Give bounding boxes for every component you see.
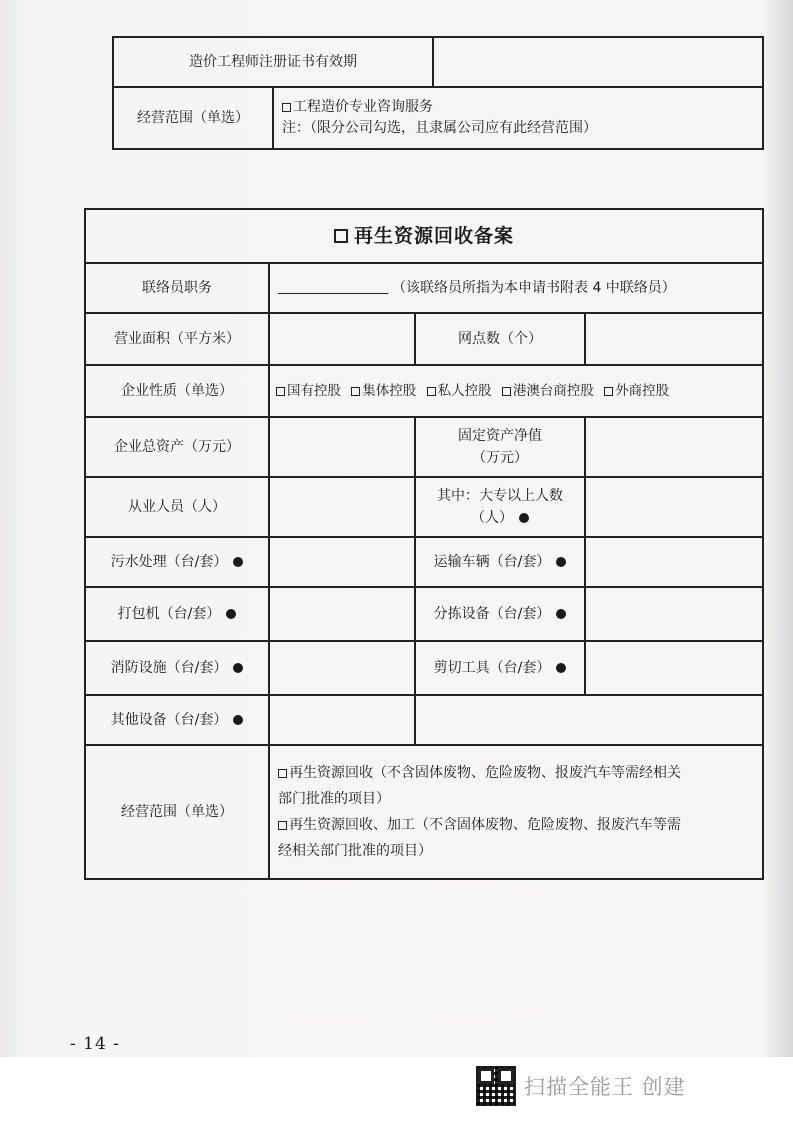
scope-option-1-line2: 部门批准的项目） [278,791,390,807]
required-dot-icon [556,557,566,567]
equipment-value[interactable] [269,641,415,695]
fixed-assets-value[interactable] [585,417,763,477]
scope-cell [273,87,763,149]
staff-label: 从业人员（人） [85,477,269,537]
required-dot-icon [233,663,243,673]
college-staff-label [415,477,585,537]
scope-note: 注：（限分公司勾选，且隶属公司应有此经营范围） [282,120,597,136]
equipment-label: 分拣设备（台/套） [415,587,585,641]
liaison-label: 联络员职务 [85,263,269,313]
checkbox-icon[interactable] [427,387,436,396]
checkbox-icon[interactable] [502,387,511,396]
college-staff-label-line2: （人） [424,507,576,529]
required-dot-icon [519,513,529,523]
other-equipment-value[interactable] [269,695,415,745]
cert-validity-value[interactable] [433,37,763,87]
equipment-value[interactable] [269,587,415,641]
nature-option: 集体控股 [362,383,417,399]
equipment-label: 污水处理（台/套） [85,537,269,587]
page-number: - 14 - [70,1034,120,1054]
outlets-label: 网点数（个） [415,313,585,365]
nature-options [269,365,763,417]
nature-option: 外商控股 [615,383,670,399]
cert-validity-label: 造价工程师注册证书有效期 [113,37,433,87]
area-label: 营业面积（平方米） [85,313,269,365]
other-equipment-extra[interactable] [415,695,763,745]
equipment-label: 剪切工具（台/套） [415,641,585,695]
nature-option: 国有控股 [287,383,341,399]
required-dot-icon [233,715,243,725]
scope-option-1-line1: 再生资源回收（不含固体废物、危险废物、报废汽车等需经相关 [289,765,681,781]
required-dot-icon [226,609,236,619]
recycle-table [84,208,764,880]
section-header [85,209,763,263]
liaison-cell [269,263,763,313]
liaison-input[interactable] [278,279,388,294]
fixed-assets-label-line2: （万元） [472,450,528,466]
college-staff-label-line1: 其中：大专以上人数 [437,488,563,504]
equipment-value[interactable] [585,587,763,641]
scanner-watermark [476,1066,686,1106]
watermark-text: 扫描全能王 创建 [524,1075,686,1099]
recycle-scope-options [269,745,763,879]
checkbox-icon[interactable] [604,387,613,396]
assets-value[interactable] [269,417,415,477]
outlets-value[interactable] [585,313,763,365]
checkbox-icon[interactable] [351,387,360,396]
assets-label: 企业总资产（万元） [85,417,269,477]
other-equipment-label: 其他设备（台/套） [85,695,269,745]
liaison-note: （该联络员所指为本申请书附表 4 中联络员） [392,280,676,296]
scope-label: 经营范围（单选） [113,87,273,149]
equipment-value[interactable] [269,537,415,587]
equipment-label: 运输车辆（台/套） [415,537,585,587]
checkbox-icon[interactable] [276,387,285,396]
section-title: 再生资源回收备案 [354,225,515,247]
required-dot-icon [556,663,566,673]
nature-option: 私人控股 [437,383,492,399]
scope-option: 工程造价专业咨询服务 [293,99,433,115]
staff-value[interactable] [269,477,415,537]
recycle-scope-label: 经营范围（单选） [85,745,269,879]
college-staff-value[interactable] [585,477,763,537]
checkbox-icon[interactable] [278,821,287,830]
scope-option-2-line1: 再生资源回收、加工（不含固体废物、危险废物、报废汽车等需 [289,817,681,833]
qr-code-icon [476,1066,516,1106]
nature-option: 港澳台商控股 [512,383,594,399]
checkbox-icon[interactable] [278,769,287,778]
checkbox-icon[interactable] [334,229,348,243]
scope-option-2-line2: 经相关部门批准的项目） [278,843,432,859]
equipment-label: 打包机（台/套） [85,587,269,641]
nature-label: 企业性质（单选） [85,365,269,417]
required-dot-icon [233,557,243,567]
checkbox-icon[interactable] [282,103,291,112]
fixed-assets-label-line1: 固定资产净值 [458,428,542,444]
equipment-value[interactable] [585,537,763,587]
equipment-value[interactable] [585,641,763,695]
fixed-assets-label [415,417,585,477]
area-value[interactable] [269,313,415,365]
equipment-label: 消防设施（台/套） [85,641,269,695]
engineering-table [112,36,764,150]
required-dot-icon [556,609,566,619]
